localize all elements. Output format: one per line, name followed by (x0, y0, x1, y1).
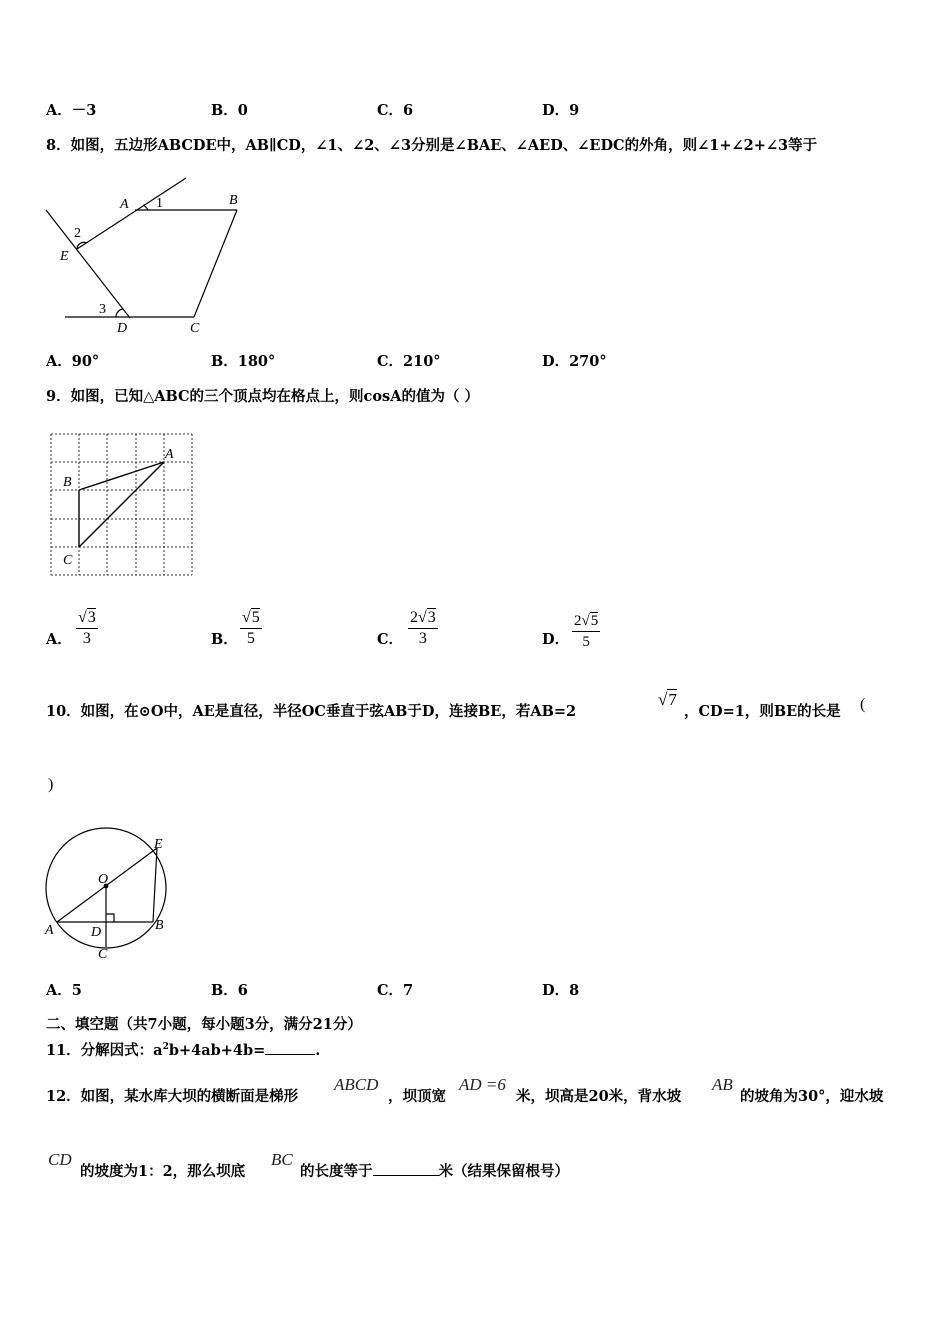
q7-option-d: D．9 (542, 102, 580, 119)
q10-open-paren: ( (860, 696, 866, 713)
q9-option-d-fraction: $\frac{2√5}{5}$ (574, 613, 599, 650)
q8-label-1: 1 (156, 196, 163, 211)
q8-option-c: C．210° (377, 353, 441, 370)
q12-math-ab: AB (712, 1075, 733, 1094)
q10-label-o: O (98, 872, 109, 887)
q10-label-b: B (155, 918, 164, 933)
q12-text-4: 的坡角为30°，迎水坡 (740, 1088, 884, 1105)
q10-label-a: A (45, 923, 54, 938)
q9-option-a-fraction: $\frac{√3}{3}$ (78, 609, 96, 647)
q8-label-3: 3 (99, 302, 106, 317)
q10-circle-figure (40, 822, 180, 967)
q9-option-b-fraction: $\frac{√5}{5}$ (242, 609, 260, 647)
q10-sqrt7: √7 (658, 690, 677, 709)
q12-math-ad: AD =6 (459, 1075, 506, 1094)
q9-option-c-letter: C． (377, 631, 404, 648)
section-2-heading: 二、填空题（共7小题，每小题3分，满分21分） (46, 1016, 362, 1033)
q10-option-a: A．5 (46, 982, 82, 999)
q9-grid-figure (45, 430, 200, 582)
q10-stem-part2: ，CD=1，则BE的长是 (684, 703, 841, 720)
q8-stem: 8．如图，五边形ABCDE中，AB∥CD，∠1、∠2、∠3分别是∠BAE、∠AED、∠EDC的外角，则∠1+∠2+∠3等于 (46, 137, 818, 154)
q9-option-a-letter: A． (46, 631, 72, 648)
q10-label-e: E (154, 837, 163, 852)
q10-option-c: C．7 (377, 982, 414, 999)
q9-option-d-letter: D． (542, 631, 570, 648)
q8-label-a: A (120, 197, 129, 212)
q10-label-c: C (98, 947, 108, 962)
q8-option-b: B．180° (211, 353, 276, 370)
q8-label-c: C (190, 321, 200, 336)
q9-option-c-fraction: $\frac{2√3}{3}$ (410, 609, 436, 647)
q8-label-d: D (117, 321, 128, 336)
q7-option-c: C．6 (377, 102, 414, 119)
q12-text-1: 12．如图，某水库大坝的横断面是梯形 (46, 1088, 299, 1105)
q12-text-5: 的坡度为1：2，那么坝底 (80, 1163, 246, 1180)
q9-label-a: A (165, 447, 174, 462)
q8-option-d: D．270° (542, 353, 607, 370)
q12-text-6: 的长度等于 米（结果保留根号） (300, 1163, 569, 1180)
q12-math-cd: CD (48, 1150, 72, 1169)
q12-text-3: 米，坝高是20米，背水坡 (516, 1088, 682, 1105)
q8-option-a: A．90° (46, 353, 100, 370)
q12-math-abcd: ABCD (334, 1075, 379, 1094)
q10-option-b: B．6 (211, 982, 248, 999)
q9-stem: 9．如图，已知△ABC的三个顶点均在格点上，则cosA的值为（ ） (46, 388, 480, 405)
q8-label-2: 2 (74, 226, 81, 241)
q11-line: 11．分解因式：$a^2b+4ab+4b=$ . (46, 1041, 321, 1059)
q8-label-b: B (229, 193, 238, 208)
q12-text-2: ，坝顶宽 (388, 1088, 446, 1105)
q12-math-bc: BC (271, 1150, 293, 1169)
q8-label-e: E (60, 249, 69, 264)
q7-option-b: B．0 (211, 102, 248, 119)
q10-stem-part1: 10．如图，在⊙O中，AE是直径，半径OC垂直于弦AB于D，连接BE，若AB=2 (46, 703, 577, 720)
q7-option-a: A．－3 (46, 102, 97, 119)
q10-close-paren: ) (48, 776, 54, 793)
q9-label-b: B (63, 475, 72, 490)
q10-label-d: D (91, 925, 102, 940)
q9-label-c: C (63, 553, 73, 568)
q10-option-d: D．8 (542, 982, 580, 999)
q9-option-b-letter: B． (211, 631, 238, 648)
q8-pentagon-figure (40, 170, 260, 340)
